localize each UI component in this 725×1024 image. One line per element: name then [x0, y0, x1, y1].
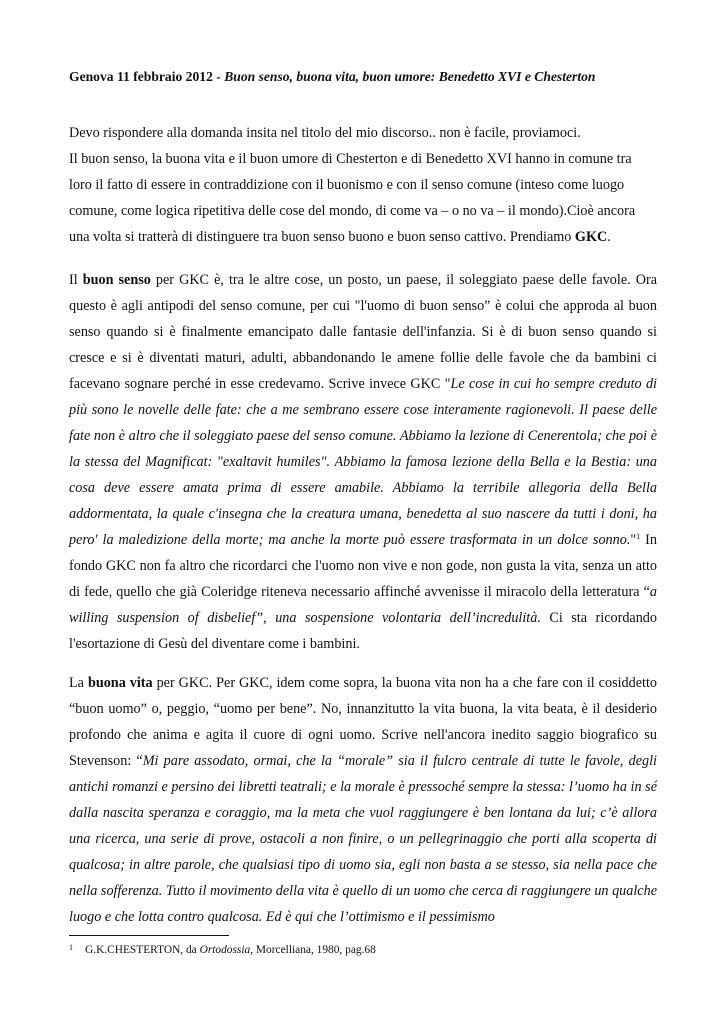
gkc-bold: GKC [574, 229, 608, 245]
p3-quote: Mi pare assodato, ormai, che la “morale” sia il fulcro centrale di tutte le favole, degli antichi romanzi e persino dei libretti teatrali; e la morale è pressoché sempre la stessa: l’uomo ha in sé dalla nascita speranza e coraggio, ma la meta che vuol raggiungere è ben lontana da lui; c’è allora una ricerca, una serie di prove, ostacoli a non finire, o un pellegrinaggio che porti alla scoperta di qualcosa; in altre parole, che qualsiasi tipo di uomo sia, egli non basta a se stesso, sia nella pace che nella sofferenza. Tutto il movimento della vita è quello di un uomo che cerca di raggiungere un qualche luogo e che lotta contro qualcosa. Ed è qui che l’ottimismo e il pessimismo [69, 753, 657, 925]
intro-line-3: loro il fatto di essere in contraddizione con il buonismo e con il senso comune (inteso come luogo [69, 177, 625, 193]
footnote-divider [69, 935, 229, 936]
intro-line-5-text: una volta si tratterà di distinguere tra buon senso buono e buon senso cattivo. Prendiamo [69, 229, 575, 245]
p2-text-2: In fondo GKC non fa altro che ricordarci che l'uomo non vive e non gode, non gusta la vita, senza un atto di fede, quello che già Coleridge riteneva necessario affinché avvenisse il miracolo della letteratura “ [69, 532, 657, 600]
p2-quote-close: " [630, 532, 637, 548]
footnote-publisher: Morcelliana, 1980, pag.68 [253, 944, 376, 956]
paragraph-intro [69, 120, 657, 250]
p2-text: per GKC è, tra le altre cose, un posto, un paese, il soleggiato paese delle favole. Ora questo è agli antipodi del senso comune, per cui "l'uomo di buon senso” è colui che approda al buon senso quando si è finalmente emancipato dalle fantasie dell'infanzia. Si è di buon senso quando si cresce e si è diventati maturi, adulti, abbandonando le amene follie delle favole che da bambini ci facevano sognare perché in esse credevamo. Scrive invece GKC " [69, 272, 657, 392]
p2-keyword: buon senso [82, 272, 151, 288]
intro-line-1: Devo rispondere alla domanda insita nel titolo del mio discorso.. non è facile, proviamoci. [69, 125, 581, 141]
p2-lead: Il [69, 272, 83, 288]
paragraph-buon-senso [69, 267, 657, 657]
p3-keyword: buona vita [87, 675, 153, 691]
footnote-author: G.K.CHESTERTON, da [85, 944, 200, 956]
p3-lead: La [69, 675, 88, 691]
intro-line-4: comune, come logica ripetitiva delle cose del mondo, di come va – o no va – il mondo).Cioè ancora [69, 203, 636, 219]
footnote [69, 940, 669, 958]
p2-quote-2: a willing suspension of disbelief”, una sospensione volontaria dell’incredulità. [69, 584, 657, 626]
title-prefix: Genova 11 febbraio 2012 - [69, 69, 225, 84]
intro-line-5 [69, 224, 657, 250]
intro-line-5-end: . [607, 229, 611, 245]
p2-text-3: Ci sta ricordando l'esortazione di Gesù del diventare come i bambini. [69, 610, 657, 652]
paragraph-buona-vita [69, 670, 657, 930]
footnote-work: Ortodossia, [199, 944, 254, 956]
document-title [69, 68, 669, 86]
footnote-mark: 1 [69, 943, 73, 952]
title-subject: Buon senso, buona vita, buon umore: Benedetto XVI e Chesterton [224, 69, 596, 84]
p3-text: per GKC. Per GKC, idem come sopra, la buona vita non ha a che fare con il cosiddetto “buon uomo” o, peggio, “uomo per bene”. No, innanzitutto la vita buona, la vita beata, è il desiderio profondo che anima e agita il cuore di ogni uomo. Scrive nell'ancora inedito saggio biografico su Stevenson: “ [69, 675, 658, 769]
footnote-ref[interactable]: 1 [636, 532, 641, 541]
p2-quote: Le cose in cui ho sempre creduto di più sono le novelle delle fate: che a me sembrano essere cose interamente ragionevoli. Il paese delle fate non è altro che il soleggiato paese del senso comune. Abbiamo la lezione di Cenerentola; che poi è la stessa del Magnificat: "exaltavit humiles". Abbiamo la famosa lezione della Bella e la Bestia: una cosa deve essere amata prima di essere amabile. Abbiamo la terribile allegoria della Bella addormentata, la quale c'insegna che la creatura umana, benedetta al suo nascere da tutti i doni, ha pero' la maledizione della morte; ma anche la morte può essere trasformata in un dolce sonno. [69, 376, 657, 548]
intro-line-2: Il buon senso, la buona vita e il buon umore di Chesterton e di Benedetto XVI hanno in comune tra [69, 151, 632, 167]
